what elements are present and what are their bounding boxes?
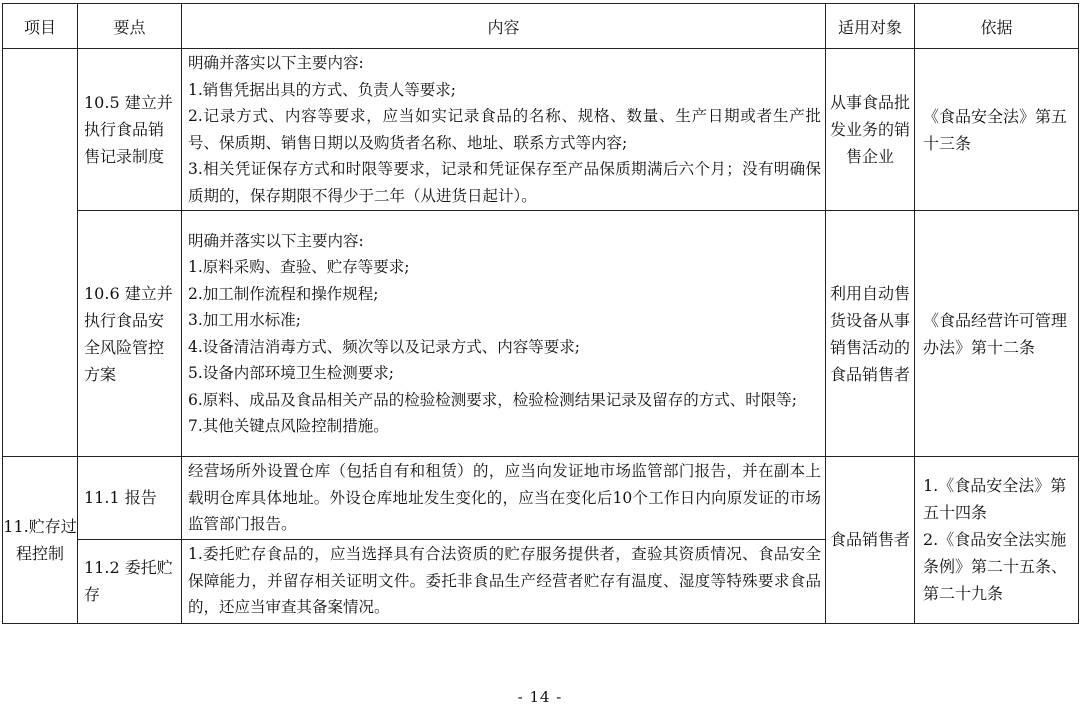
basis-cell: 《食品安全法》第五十三条: [915, 49, 1079, 211]
header-content: 内容: [182, 4, 826, 49]
target-cell: 从事食品批发业务的销售企业: [826, 49, 915, 211]
content-line: 3.加工用水标准;: [188, 311, 302, 329]
content-line: 5.设备内部环境卫生检测要求;: [188, 364, 395, 382]
point-cell: 10.5 建立并执行食品销售记录制度: [78, 49, 182, 211]
content-line: 1.原料采购、查验、贮存等要求;: [188, 258, 410, 276]
point-cell: 10.6 建立并执行食品安全风险管控方案: [78, 211, 182, 457]
content-line: 3.相关凭证保存方式和时限等要求，记录和凭证保存至产品保质期满后六个月；没有明确保质期的，保存期限不得少于二年（从进货日起计）。: [188, 160, 821, 205]
content-line: 经营场所外设置仓库（包括自有和租赁）的，应当向发证地市场监管部门报告，并在副本上载明仓库具体地址。外设仓库地址发生变化的，应当在变化后10个工作日内向原发证的市场监管部门报告。: [188, 462, 821, 533]
basis-cell: [915, 457, 1079, 624]
header-target: 适用对象: [826, 4, 915, 49]
content-line: 1.销售凭据出具的方式、负责人等要求;: [188, 80, 457, 99]
basis-line: 1.《食品安全法》第五十四条: [923, 476, 1067, 523]
point-cell: 11.2 委托贮存: [78, 539, 182, 623]
content-cell: [182, 539, 826, 623]
content-cell: [182, 49, 826, 211]
basis-line: 2.《食品安全法实施条例》第二十五条、第二十九条: [923, 530, 1068, 604]
content-line: 明确并落实以下主要内容:: [188, 231, 364, 250]
item-cell-10: [3, 49, 78, 457]
content-line: 2.记录方式、内容等要求，应当如实记录食品的名称、规格、数量、生产日期或者生产批号、保质期、销售日期以及购货者名称、地址、联系方式等内容;: [188, 107, 821, 152]
table-row: [3, 211, 1079, 457]
target-cell: 食品销售者: [826, 457, 915, 624]
item-cell-11: 11.贮存过程控制: [3, 457, 78, 624]
point-cell: 11.1 报告: [78, 457, 182, 540]
header-item: 项目: [3, 4, 78, 49]
content-line: 4.设备清洁消毒方式、频次等以及记录方式、内容等要求;: [188, 337, 581, 356]
content-cell: [182, 457, 826, 540]
content-cell: [182, 211, 826, 457]
content-line: 2.加工制作流程和操作规程;: [188, 284, 379, 303]
page-number: - 14 -: [517, 688, 563, 706]
content-line: 6.原料、成品及食品相关产品的检验检测要求，检验检测结果记录及留存的方式、时限等;: [188, 390, 798, 409]
table-row: [3, 49, 1079, 211]
table-header-row: [3, 4, 1079, 49]
content-line: 1.委托贮存食品的，应当选择具有合法资质的贮存服务提供者，查验其资质情况、食品安全保障能力，并留存相关证明文件。委托非食品生产经营者贮存有温度、湿度等特殊要求食品的，还应当审查其备案情况。: [188, 545, 821, 617]
target-cell: 利用自动售货设备从事销售活动的食品销售者: [826, 211, 915, 457]
content-line: 7.其他关键点风险控制措施。: [188, 417, 389, 435]
basis-cell: 《食品经营许可管理办法》第十二条: [915, 211, 1079, 457]
header-basis: 依据: [915, 4, 1079, 49]
table-row: [3, 457, 1079, 540]
header-point: 要点: [78, 4, 182, 49]
regulation-table: [2, 3, 1079, 624]
content-line: 明确并落实以下主要内容:: [188, 54, 364, 72]
